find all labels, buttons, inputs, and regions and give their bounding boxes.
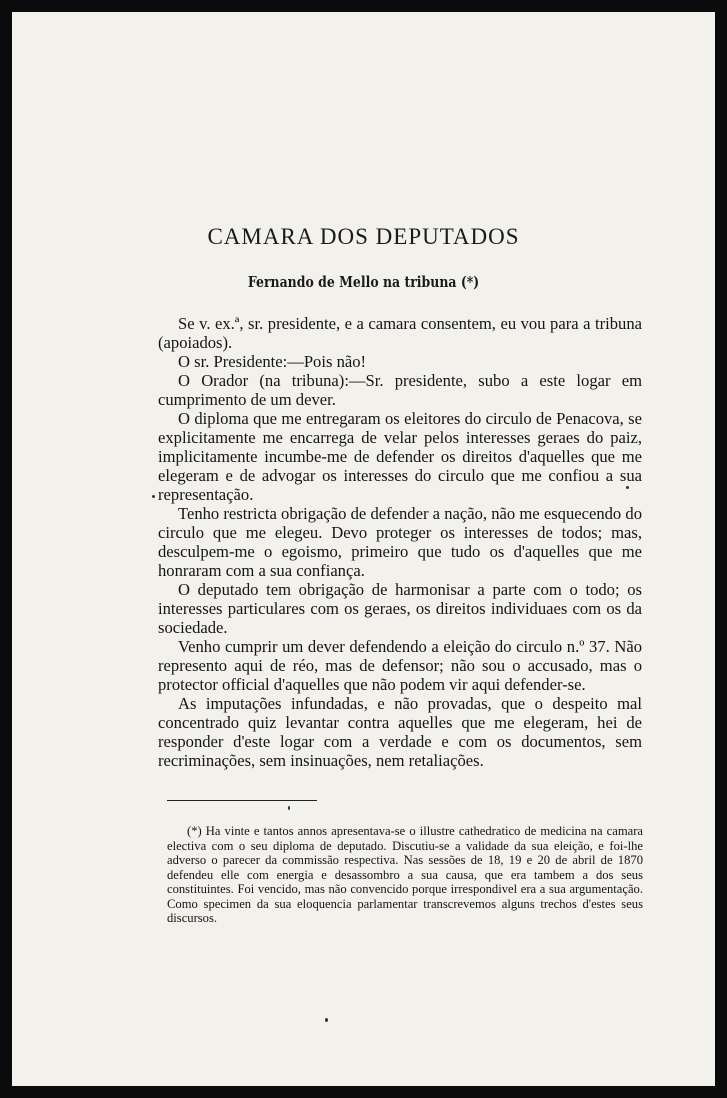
ink-speck: [626, 486, 629, 489]
paragraph-2: O sr. Presidente:—Pois não!: [178, 352, 367, 371]
paragraph-3: O Orador (na tribuna):—Sr. presidente, subo a este logar em cumprimento de um dever.: [158, 371, 642, 409]
ink-speck: [288, 806, 290, 810]
paragraph-1: Se v. ex.ª, sr. presidente, e a camara consentem, eu vou para a tribuna (apoiados).: [158, 314, 642, 352]
footnote-text: (*) Ha vinte e tantos annos apresentava-se o illustre cathedratico de medicina na camara electiva com o seu diploma de deputado. Discutiu-se a validade da sua eleição, e foi-lhe adverso o parecer da commissão respectiva. Nas sessões de 18, 19 e 20 de abril de 1870 defendeu elle com energia e desassombro a sua causa, que era tambem a dos seus constituintes. Foi vencido, mas não convencido porque irrespondivel era a sua argumentação. Como specimen da sua eloquencia parlamentar transcrevemos alguns trechos d'estes seus discursos.: [167, 824, 643, 925]
paragraph-7: Venho cumprir um dever defendendo a eleição do circulo n.º 37. Não represento aqui de réo, mas de defensor; não sou o accusado, mas o protector official d'aquelles que não podem vir aqui defender-se.: [158, 637, 642, 694]
paragraph-4: O diploma que me entregaram os eleitores do circulo de Penacova, se explicitamente me encarrega de velar pelos interesses geraes do paiz, implicitamente incumbe-me de defender os direitos d'aquelles que me elegeram e de advogar os interesses do circulo que me confiou a sua representação.: [158, 409, 642, 504]
footnote: [167, 824, 643, 926]
paragraph-5: Tenho restricta obrigação de defender a nação, não me esquecendo do circulo que me elegeu. Devo proteger os interesses de todos; mas, desculpem-me o egoismo, primeiro que tudo os d'aquelles que me honraram com a sua confiança.: [158, 504, 642, 580]
footnote-divider: [167, 800, 317, 801]
page-title: CAMARA DOS DEPUTADOS: [207, 224, 520, 249]
ink-speck: [325, 1018, 328, 1022]
page-subtitle: Fernando de Mello na tribuna (*): [247, 274, 480, 291]
document-page: [12, 12, 715, 1086]
ink-speck: [152, 495, 155, 498]
paragraph-6: O deputado tem obrigação de harmonisar a parte com o todo; os interesses particulares com os geraes, os direitos individuaes com os da sociedade.: [158, 580, 642, 637]
speech-body: [158, 314, 642, 770]
paragraph-8: As imputações infundadas, e não provadas, que o despeito mal concentrado quiz levantar contra aquelles que me elegeram, hei de responder d'este logar com a verdade e com os documentos, sem recriminações, sem insinuações, nem retaliações.: [158, 694, 642, 770]
